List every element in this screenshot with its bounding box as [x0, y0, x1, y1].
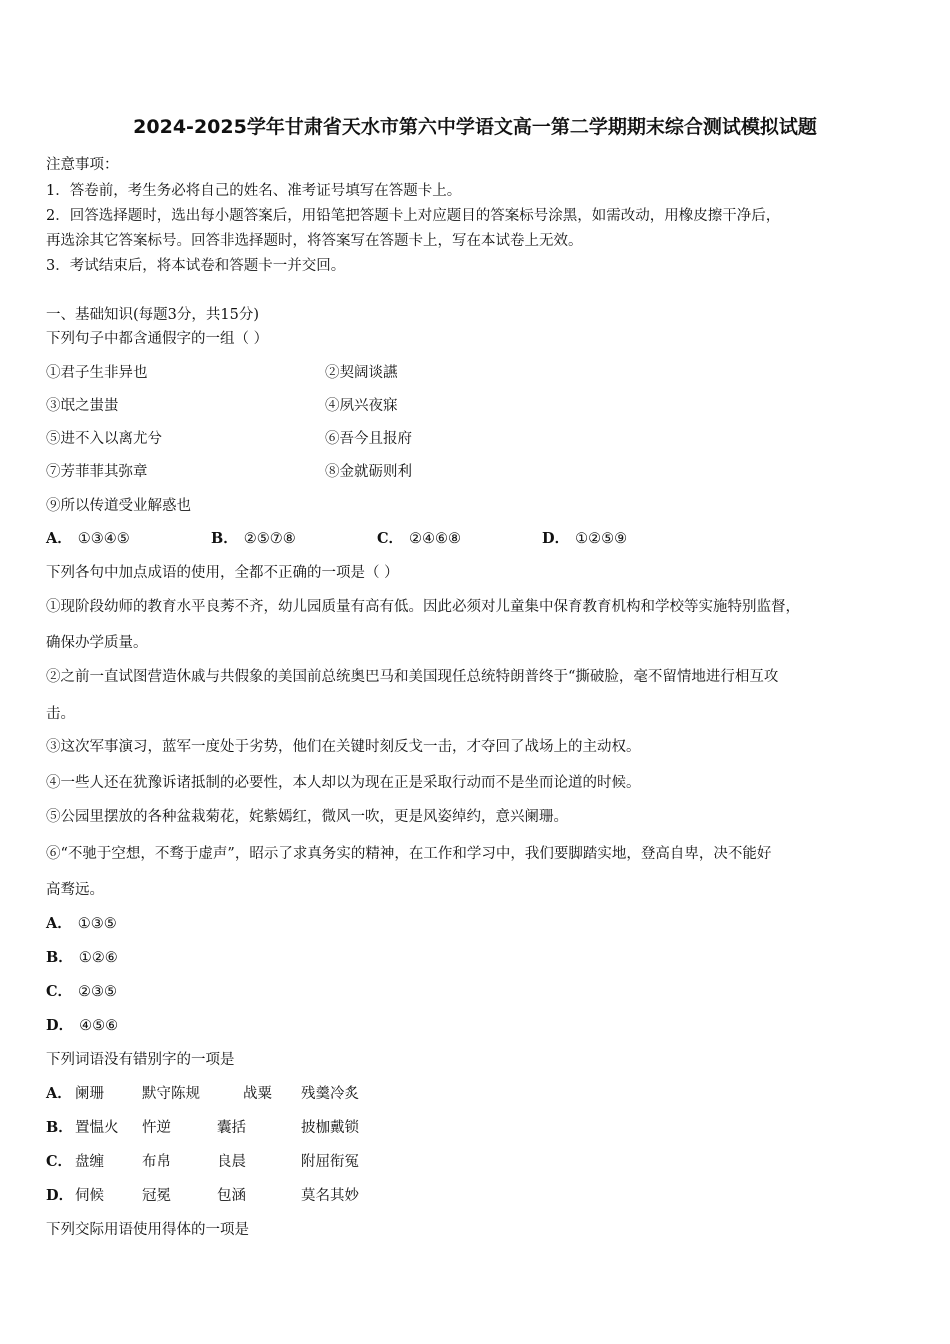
q2-line-6: ④一些人还在犹豫诉诸抵制的必要性，本人却以为现在正是采取行动而不是坐而论道的时候。: [46, 775, 641, 791]
q1-item-6: ⑥吾今且报府: [325, 431, 412, 447]
option-letter: B．: [46, 949, 73, 966]
option-letter: D．: [542, 530, 570, 547]
q1-item-5: ⑤进不入以离尤兮: [46, 431, 162, 447]
option-word: 莫名其妙: [301, 1188, 359, 1204]
q2-option-a[interactable]: [46, 912, 117, 933]
section-heading: 一、基础知识(每题3分，共15分): [46, 307, 259, 323]
q2-option-b[interactable]: [46, 946, 118, 967]
q2-stem: 下列各句中加点成语的使用，全都不正确的一项是（ ）: [46, 565, 399, 581]
q2-line-2: 确保办学质量。: [46, 635, 148, 651]
option-letter: D．: [46, 1017, 74, 1034]
q1-item-1: ①君子生非异也: [46, 365, 148, 381]
option-text: ②③⑤: [78, 984, 118, 1000]
option-text: ②⑤⑦⑧: [243, 531, 296, 547]
q1-item-4: ④夙兴夜寐: [325, 398, 398, 414]
option-letter: C．: [46, 983, 73, 1000]
q1-option-b[interactable]: [211, 527, 296, 548]
q2-line-8: ⑥“不驰于空想，不骛于虚声”，昭示了求真务实的精神，在工作和学习中，我们要脚踏实地，登高自卑，决不能好: [46, 846, 772, 862]
notice-item-3: 3．考试结束后，将本试卷和答题卡一并交回。: [46, 258, 346, 274]
q1-item-3: ③氓之蚩蚩: [46, 398, 119, 414]
q1-option-c[interactable]: [377, 527, 461, 548]
option-text: ①③④⑤: [77, 531, 130, 547]
q3-stem: 下列词语没有错别字的一项是: [46, 1052, 235, 1068]
notice-item-2: 2．回答选择题时，选出每小题答案后，用铅笔把答题卡上对应题目的答案标号涂黑，如需改动，用橡皮擦干净后，: [46, 208, 781, 224]
q1-option-d[interactable]: [542, 527, 627, 548]
q4-stem: 下列交际用语使用得体的一项是: [46, 1222, 249, 1238]
q1-option-a[interactable]: [46, 527, 130, 548]
q2-line-4: 击。: [46, 706, 75, 722]
q2-line-9: 高骛远。: [46, 882, 104, 898]
option-word: 良晨: [217, 1154, 246, 1170]
option-word: 布帛: [142, 1154, 171, 1170]
notice-item-2-cont: 再选涂其它答案标号。回答非选择题时，将答案写在答题卡上，写在本试卷上无效。: [46, 233, 583, 249]
option-text: ①③⑤: [77, 916, 117, 932]
option-word: 盘缠: [75, 1154, 104, 1170]
option-letter: C．: [377, 530, 404, 547]
notice-item-1: 1．答卷前，考生务必将自己的姓名、准考证号填写在答题卡上。: [46, 183, 462, 199]
q2-line-5: ③这次军事演习，蓝军一度处于劣势，他们在关键时刻反戈一击，才夺回了战场上的主动权。: [46, 739, 641, 755]
q1-item-9: ⑨所以传道受业解惑也: [46, 498, 191, 514]
option-word: 披枷戴锁: [301, 1120, 359, 1136]
q2-line-1: ①现阶段幼师的教育水平良莠不齐，幼儿园质量有高有低。因此必须对儿童集中保育教育机构和学校等实施特别监督，: [46, 599, 800, 615]
q1-item-2: ②契阔谈讌: [325, 365, 398, 381]
option-word: 冠冕: [142, 1188, 171, 1204]
option-letter: C．: [46, 1153, 73, 1170]
option-word: 忤逆: [142, 1120, 171, 1136]
option-word: 战粟: [243, 1086, 272, 1102]
option-letter: A．: [46, 1085, 72, 1102]
q2-option-c[interactable]: [46, 980, 117, 1001]
option-word: 囊括: [217, 1120, 246, 1136]
option-text: ④⑤⑥: [79, 1018, 119, 1034]
q1-item-7: ⑦芳菲菲其弥章: [46, 464, 148, 480]
option-letter: A．: [46, 530, 72, 547]
q1-stem: 下列句子中都含通假字的一组（ ）: [46, 331, 269, 347]
option-letter: D．: [46, 1187, 74, 1204]
option-letter: A．: [46, 915, 72, 932]
option-word: 残羹冷炙: [301, 1086, 359, 1102]
option-word: 附屈衔冤: [301, 1154, 359, 1170]
option-text: ①②⑥: [78, 950, 118, 966]
option-word: 置愠火: [75, 1120, 119, 1136]
option-word: 包涵: [217, 1188, 246, 1204]
option-letter: B．: [211, 530, 238, 547]
q2-option-d[interactable]: [46, 1014, 118, 1035]
page-title: 2024-2025学年甘肃省天水市第六中学语文高一第二学期期末综合测试模拟试题: [133, 116, 817, 138]
q2-line-3: ②之前一直试图营造休戚与共假象的美国前总统奥巴马和美国现任总统特朗普终于“撕破脸，毫不留情地进行相互攻: [46, 669, 779, 685]
q1-item-8: ⑧金就砺则利: [325, 464, 412, 480]
option-word: 阑珊: [75, 1086, 104, 1102]
option-text: ②④⑥⑧: [409, 531, 462, 547]
option-word: 伺候: [75, 1188, 104, 1204]
option-word: 默守陈规: [142, 1086, 200, 1102]
option-letter: B．: [46, 1119, 73, 1136]
notice-heading: 注意事项：: [46, 157, 119, 173]
option-text: ①②⑤⑨: [575, 531, 628, 547]
q2-line-7: ⑤公园里摆放的各种盆栽菊花，姹紫嫣红，微风一吹，更是风姿绰约，意兴阑珊。: [46, 809, 568, 825]
